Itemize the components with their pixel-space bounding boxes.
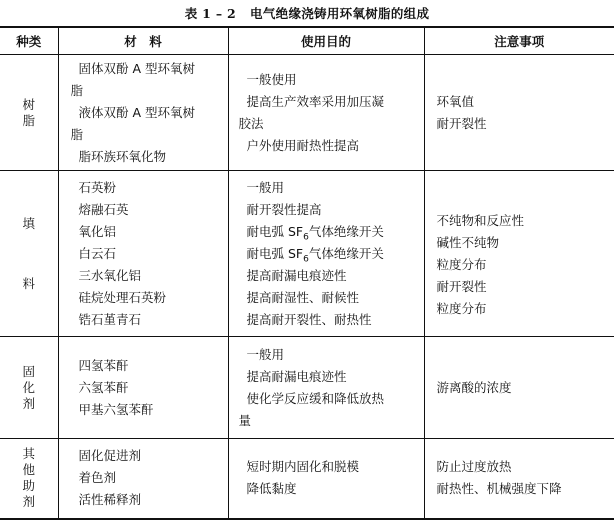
materials-filler xyxy=(58,171,228,337)
material-item: 硅烷处理石英粉 xyxy=(79,287,222,309)
note-item: 粒度分布 xyxy=(437,298,614,320)
purpose-item: 提高耐漏电痕迹性 xyxy=(239,366,416,388)
sf6-prefix: 耐电弧 SF xyxy=(247,224,304,239)
sf6-prefix: 耐电弧 SF xyxy=(247,246,304,261)
category-resin xyxy=(0,55,58,171)
header-category: 种类 xyxy=(0,27,58,55)
material-item: 锆石堇青石 xyxy=(79,309,222,331)
note-item: 防止过度放热 xyxy=(437,456,614,478)
table-row-filler xyxy=(0,171,614,337)
sf6-sub: 6 xyxy=(303,232,309,242)
composition-table xyxy=(0,26,614,520)
note-item: 碱性不纯物 xyxy=(437,232,614,254)
category-resin-text: 树脂 xyxy=(22,97,36,129)
category-additives-text: 其他助剂 xyxy=(22,446,36,510)
purpose-item-sf6 xyxy=(239,221,416,243)
purpose-item: 量 xyxy=(239,410,416,432)
sf6-suffix: 气体绝缘开关 xyxy=(309,246,384,261)
note-item: 耐开裂性 xyxy=(437,113,614,135)
material-item: 脂 xyxy=(71,124,222,146)
purpose-item-sf6 xyxy=(239,243,416,265)
note-item: 耐热性、机械强度下降 xyxy=(437,478,614,500)
purpose-item: 使化学反应缓和降低放热 xyxy=(239,388,416,410)
material-item: 脂 xyxy=(71,80,222,102)
header-material: 材 料 xyxy=(58,27,228,55)
material-item: 甲基六氢苯酐 xyxy=(79,399,222,421)
purpose-item: 短时期内固化和脱模 xyxy=(239,456,416,478)
table-title: 电气绝缘浇铸用环氧树脂的组成 xyxy=(250,6,429,21)
table-row-resin xyxy=(0,55,614,171)
header-purpose: 使用目的 xyxy=(228,27,424,55)
note-item: 不纯物和反应性 xyxy=(437,210,614,232)
notes-filler xyxy=(424,171,614,337)
material-item: 白云石 xyxy=(79,243,222,265)
materials-resin xyxy=(58,55,228,171)
purposes-filler xyxy=(228,171,424,337)
purpose-item: 一般用 xyxy=(239,177,416,199)
category-curing-agent-text: 固化剂 xyxy=(22,364,36,412)
materials-additives xyxy=(58,439,228,519)
material-item: 着色剂 xyxy=(79,467,222,489)
material-item: 脂环族环氧化物 xyxy=(79,146,222,168)
material-item: 液体双酚 A 型环氧树 xyxy=(79,102,222,124)
sf6-sub: 6 xyxy=(303,254,309,264)
note-item: 粒度分布 xyxy=(437,254,614,276)
purpose-item: 提高耐开裂性、耐热性 xyxy=(239,309,416,331)
purpose-item: 一般使用 xyxy=(239,69,416,91)
table-row-additives xyxy=(0,439,614,519)
category-curing-agent xyxy=(0,337,58,439)
purpose-item: 胶法 xyxy=(239,113,416,135)
category-filler-text: 填料 xyxy=(22,194,36,314)
purpose-item: 耐开裂性提高 xyxy=(239,199,416,221)
material-item: 活性稀释剂 xyxy=(79,489,222,511)
material-item: 固化促进剂 xyxy=(79,445,222,467)
purposes-additives xyxy=(228,439,424,519)
material-item: 六氢苯酐 xyxy=(79,377,222,399)
table-caption xyxy=(0,4,614,22)
category-additives xyxy=(0,439,58,519)
material-item: 氧化铝 xyxy=(79,221,222,243)
category-filler xyxy=(0,171,58,337)
purpose-item: 提高耐湿性、耐候性 xyxy=(239,287,416,309)
notes-curing-agent xyxy=(424,337,614,439)
sf6-suffix: 气体绝缘开关 xyxy=(309,224,384,239)
purpose-item: 降低黏度 xyxy=(239,478,416,500)
material-item: 熔融石英 xyxy=(79,199,222,221)
table-row-curing-agent xyxy=(0,337,614,439)
header-notes: 注意事项 xyxy=(424,27,614,55)
purposes-curing-agent xyxy=(228,337,424,439)
purpose-item: 一般用 xyxy=(239,344,416,366)
material-item: 固体双酚 A 型环氧树 xyxy=(79,58,222,80)
purpose-item: 户外使用耐热性提高 xyxy=(239,135,416,157)
material-item: 石英粉 xyxy=(79,177,222,199)
spacer xyxy=(437,188,614,210)
purpose-item: 提高耐漏电痕迹性 xyxy=(239,265,416,287)
materials-curing-agent xyxy=(58,337,228,439)
notes-additives xyxy=(424,439,614,519)
notes-resin xyxy=(424,55,614,171)
note-item: 游离酸的浓度 xyxy=(437,377,614,399)
purpose-item: 提高生产效率采用加压凝 xyxy=(239,91,416,113)
material-item: 四氢苯酐 xyxy=(79,355,222,377)
material-item: 三水氧化铝 xyxy=(79,265,222,287)
note-item: 耐开裂性 xyxy=(437,276,614,298)
table-number: 表 1 – 2 xyxy=(185,6,236,21)
header-row xyxy=(0,27,614,55)
purposes-resin xyxy=(228,55,424,171)
note-item: 环氧值 xyxy=(437,91,614,113)
